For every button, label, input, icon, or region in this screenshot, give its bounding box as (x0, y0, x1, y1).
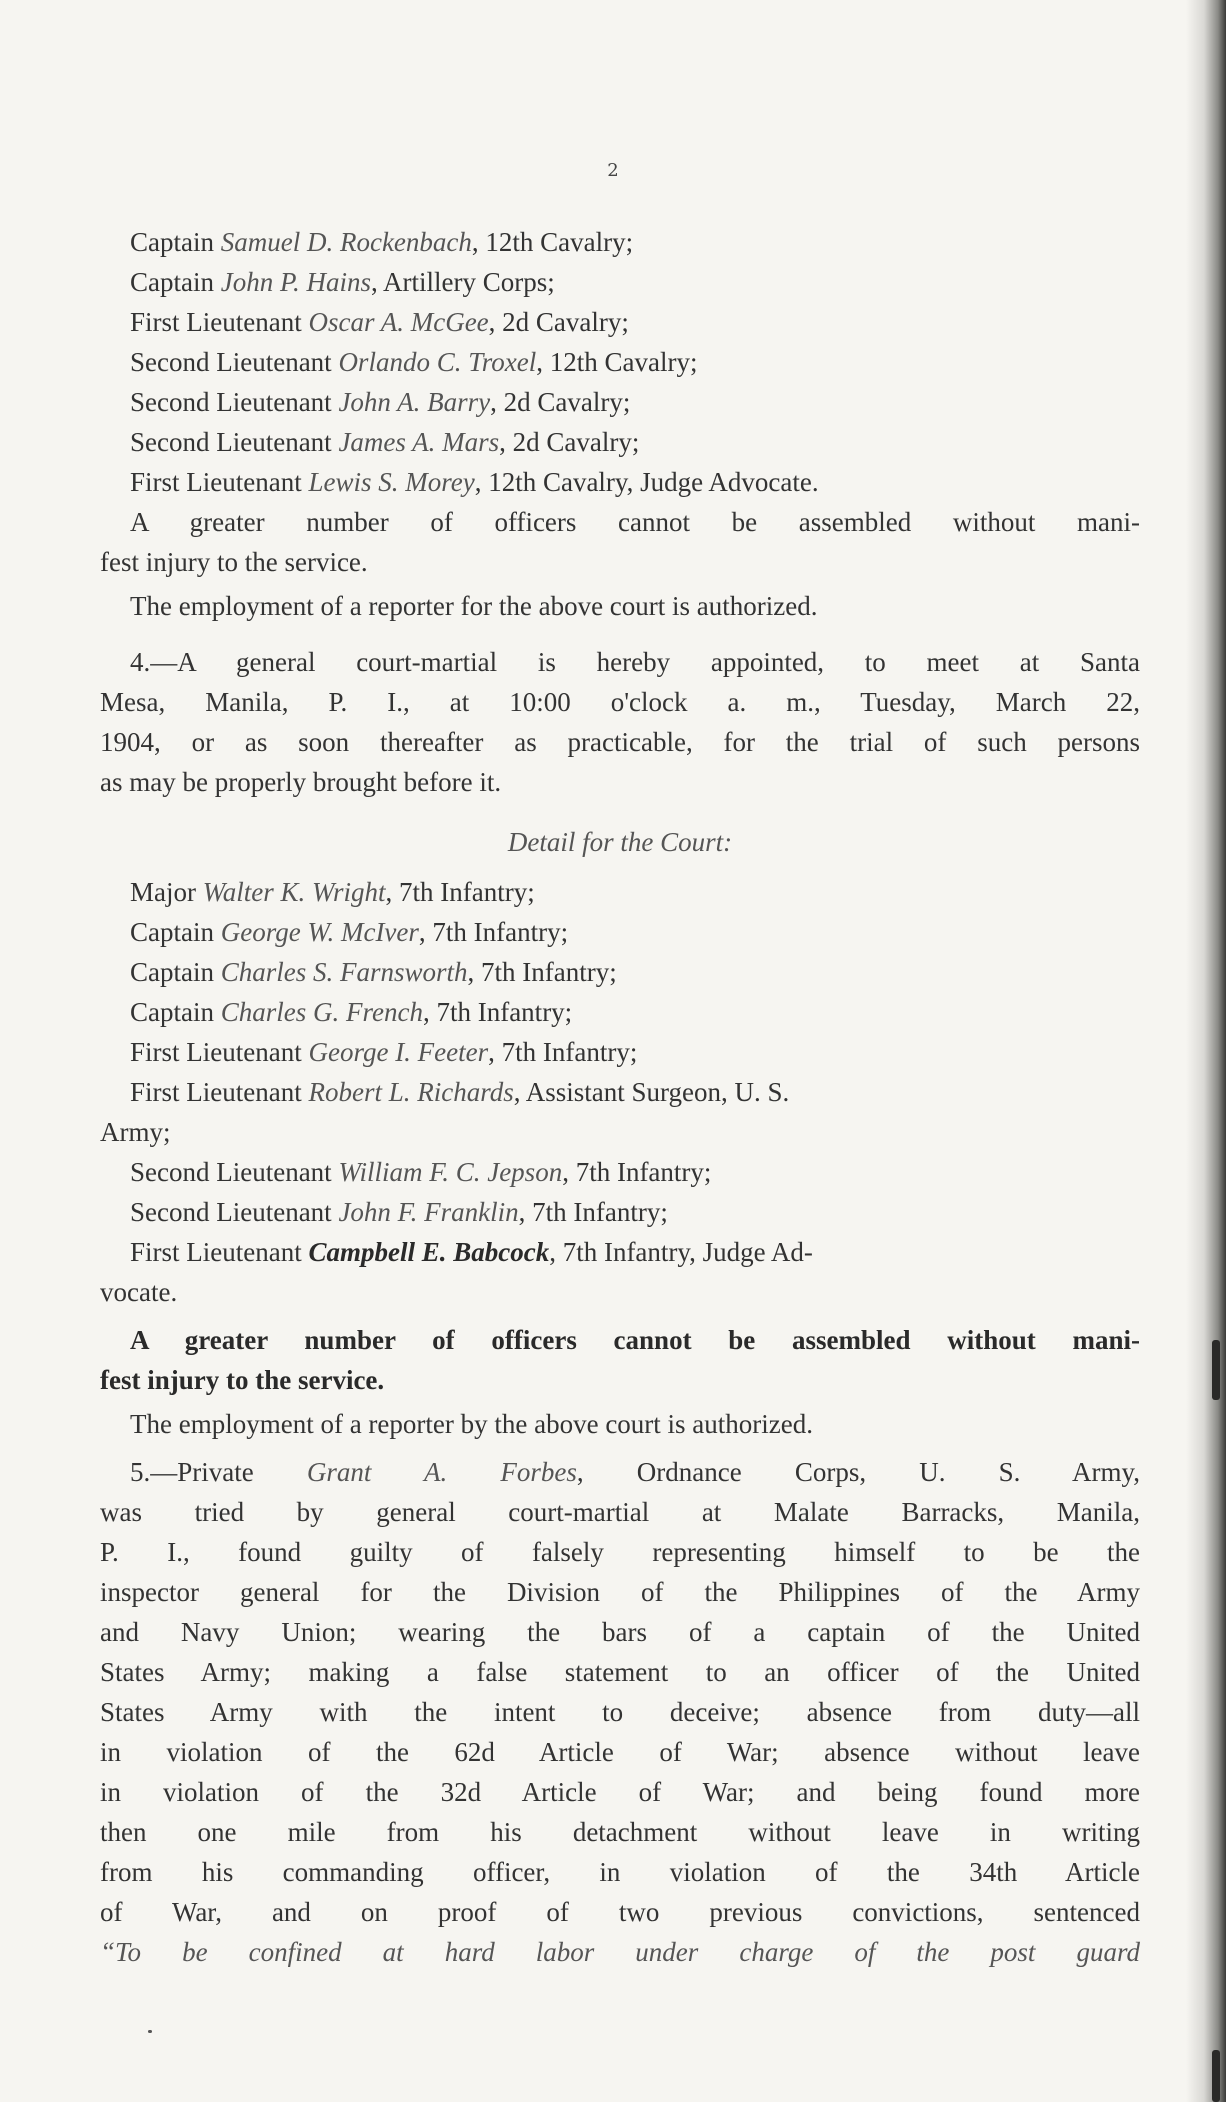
sentence-quote-line: “To be confined at hard labor under charge of the post guard (100, 1937, 1140, 1967)
court-member: Second Lieutenant William F. C. Jepson, 7th Infantry; (130, 1157, 712, 1187)
detail-heading: Detail for the Court: (507, 827, 733, 857)
assembly-note-line: fest injury to the service. (100, 1365, 385, 1395)
officer-name: Robert L. Richards (308, 1077, 514, 1107)
court-member: First Lieutenant Robert L. Richards, Assistant Surgeon, U. S. (130, 1077, 790, 1107)
court-member: First Lieutenant Lewis S. Morey, 12th Cavalry, Judge Advocate. (130, 467, 819, 497)
assembly-note-line: fest injury to the service. (100, 547, 368, 577)
paragraph-line: in violation of the 62d Article of War; absence without leave (100, 1737, 1140, 1767)
reporter-note: The employment of a reporter for the above court is authorized. (130, 591, 818, 621)
page-edge-shadow (1186, 0, 1226, 2102)
paragraph-line: 4.—A general court-martial is hereby appointed, to meet at Santa (130, 647, 1140, 677)
officer-name: John P. Hains (220, 267, 371, 297)
page-number: 2 (607, 160, 619, 181)
officer-name: John F. Franklin (338, 1197, 519, 1227)
paragraph-line: was tried by general court-martial at Malate Barracks, Manila, (100, 1497, 1140, 1527)
paragraph-line: in violation of the 32d Article of War; and being found more (100, 1777, 1140, 1807)
ink-speck (148, 2030, 152, 2033)
paragraph-line: then one mile from his detachment without leave in writing (100, 1817, 1140, 1847)
accused-name: Grant A. Forbes (306, 1457, 577, 1487)
paragraph-line: and Navy Union; wearing the bars of a captain of the United (100, 1617, 1140, 1647)
court-member: First Lieutenant George I. Feeter, 7th Infantry; (130, 1037, 638, 1067)
court-member: First Lieutenant Campbell E. Babcock, 7th Infantry, Judge Ad- (130, 1237, 813, 1267)
court-member: Second Lieutenant Orlando C. Troxel, 12th Cavalry; (130, 347, 698, 377)
officer-name: John A. Barry (338, 387, 491, 417)
assembly-note-line: A greater number of officers cannot be assembled without mani- (130, 1325, 1140, 1355)
court-member: First Lieutenant Oscar A. McGee, 2d Cavalry; (130, 307, 629, 337)
paragraph-line: States Army; making a false statement to an officer of the United (100, 1657, 1140, 1687)
page-edge-mark (1212, 2050, 1220, 2102)
paragraph-line: Mesa, Manila, P. I., at 10:00 o'clock a. m., Tuesday, March 22, (100, 687, 1140, 717)
court-member-continued: Army; (100, 1117, 171, 1147)
paragraph-line: 5.—Private Grant A. Forbes, Ordnance Corps, U. S. Army, (130, 1457, 1140, 1487)
court-member-continued: vocate. (100, 1277, 178, 1307)
officer-name: Oscar A. McGee (308, 307, 489, 337)
officer-name: Campbell E. Babcock (308, 1237, 550, 1267)
officer-name: Charles S. Farnsworth (220, 957, 468, 987)
officer-name: Orlando C. Troxel (338, 347, 537, 377)
officer-name: James A. Mars (338, 427, 500, 457)
court-member: Captain John P. Hains, Artillery Corps; (130, 267, 555, 297)
reporter-note: The employment of a reporter by the above court is authorized. (130, 1409, 814, 1439)
court-member: Captain Charles G. French, 7th Infantry; (130, 997, 573, 1027)
court-member-list-2 (100, 872, 1140, 1444)
paragraph-line: of War, and on proof of two previous convictions, sentenced (100, 1897, 1140, 1927)
paragraph-line: States Army with the intent to deceive; absence from duty—all (100, 1697, 1140, 1727)
court-member-list-1 (100, 222, 1140, 626)
officer-name: William F. C. Jepson (338, 1157, 563, 1187)
court-member: Second Lieutenant John F. Franklin, 7th Infantry; (130, 1197, 668, 1227)
court-member: Captain George W. McIver, 7th Infantry; (130, 917, 569, 947)
court-member: Second Lieutenant John A. Barry, 2d Cavalry; (130, 387, 631, 417)
officer-name: Samuel D. Rockenbach (220, 227, 472, 257)
officer-name: George I. Feeter (308, 1037, 489, 1067)
paragraph-line: 1904, or as soon thereafter as practicable, for the trial of such persons (100, 727, 1140, 757)
paragraph-line: P. I., found guilty of falsely representing himself to be the (100, 1537, 1140, 1567)
paragraph-line: as may be properly brought before it. (100, 767, 502, 797)
paragraph-4 (100, 642, 1140, 802)
officer-name: Lewis S. Morey (308, 467, 475, 497)
officer-name: George W. McIver (220, 917, 419, 947)
court-member: Second Lieutenant James A. Mars, 2d Cavalry; (130, 427, 640, 457)
assembly-note-line: A greater number of officers cannot be assembled without mani- (130, 507, 1140, 537)
court-member: Captain Samuel D. Rockenbach, 12th Cavalry; (130, 227, 634, 257)
page-edge-mark (1212, 1340, 1220, 1400)
court-member: Captain Charles S. Farnsworth, 7th Infantry; (130, 957, 617, 987)
officer-name: Charles G. French (220, 997, 423, 1027)
paragraph-line: from his commanding officer, in violation of the 34th Article (100, 1857, 1140, 1887)
court-member: Major Walter K. Wright, 7th Infantry; (130, 877, 535, 907)
paragraph-line: inspector general for the Division of the Philippines of the Army (100, 1577, 1140, 1607)
paragraph-5 (100, 1452, 1140, 1972)
officer-name: Walter K. Wright (202, 877, 386, 907)
